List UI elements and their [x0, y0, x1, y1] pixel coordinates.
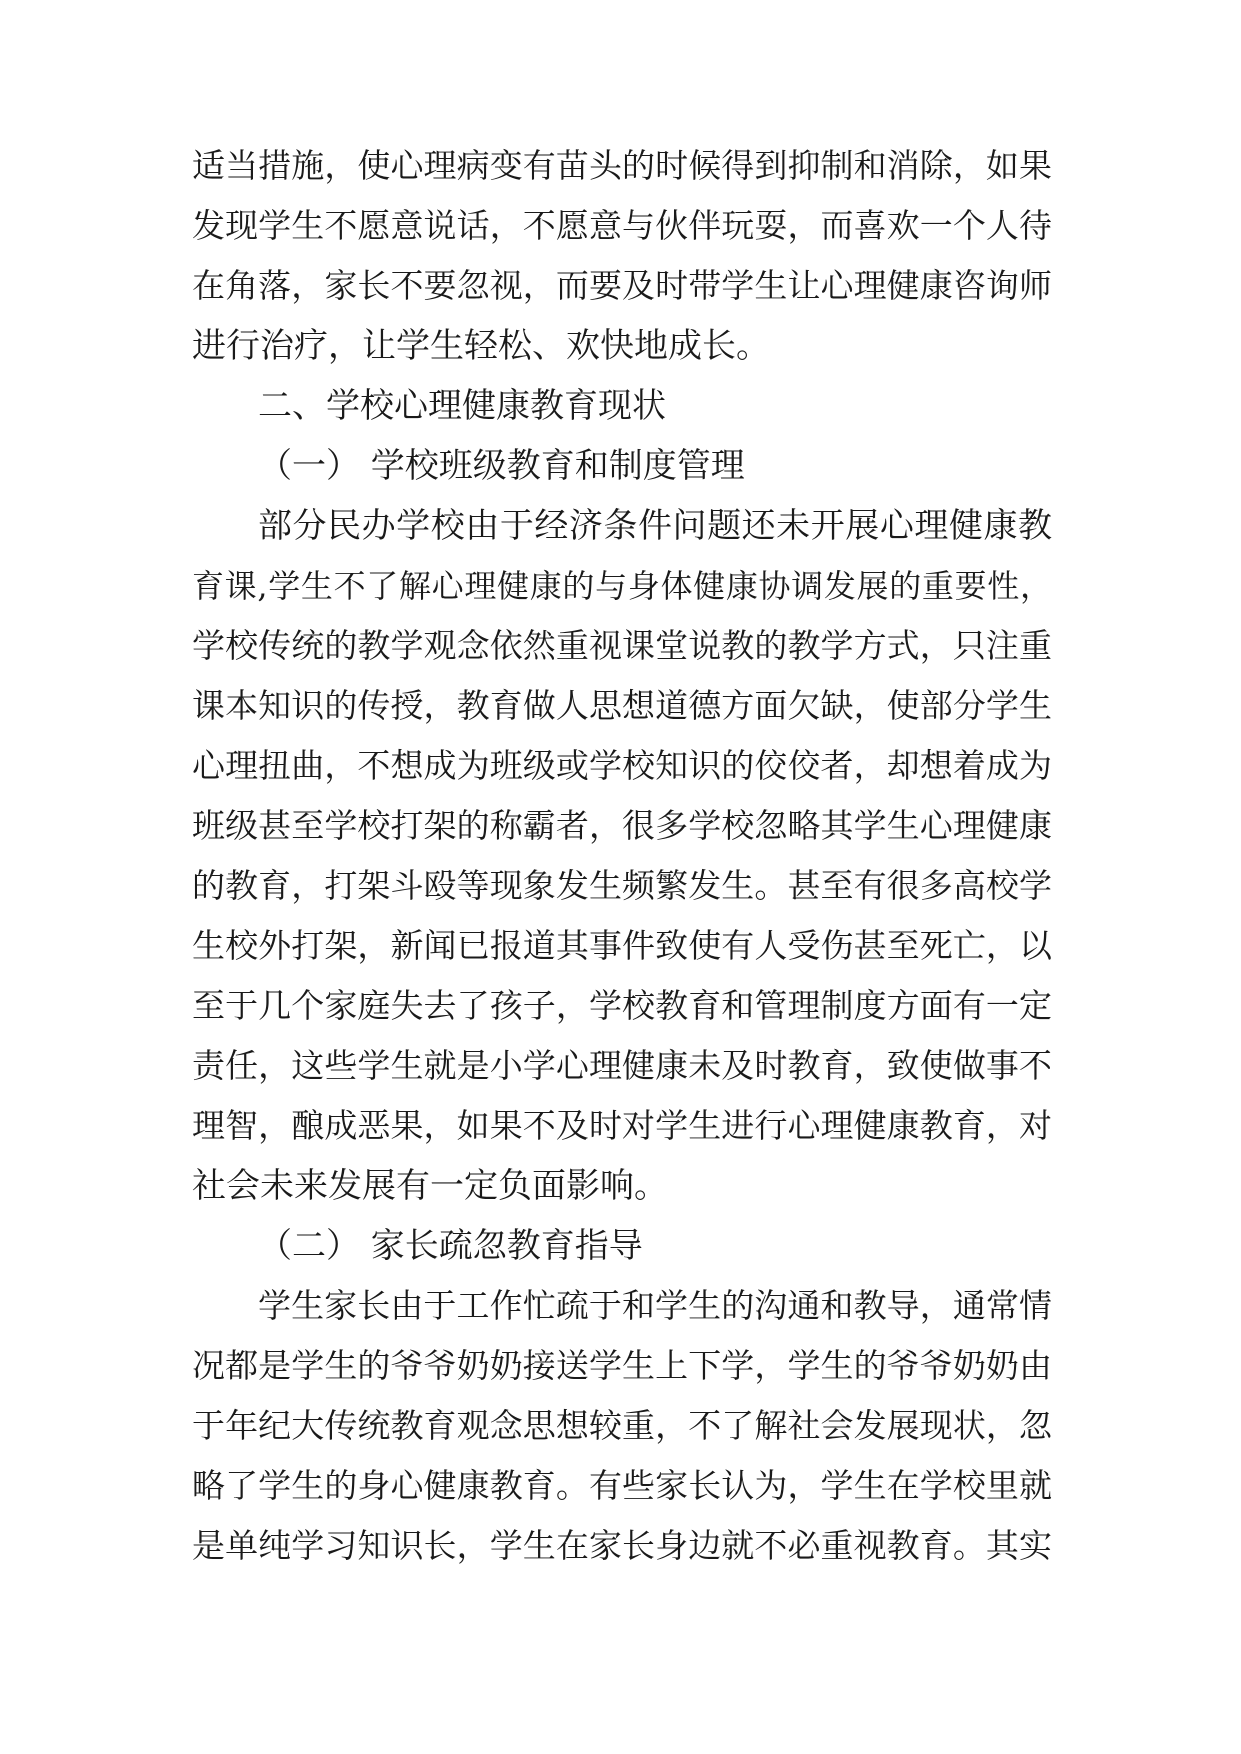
- paragraph-line: 育课,学生不了解心理健康的与身体健康协调发展的重要性，: [192, 567, 1052, 605]
- paragraph-line: 生校外打架，新闻已报道其事件致使有人受伤甚至死亡，以: [192, 926, 1052, 965]
- paragraph-line: 适当措施，使心理病变有苗头的时候得到抑制和消除，如果: [192, 146, 1052, 185]
- paragraph-line: 况都是学生的爷爷奶奶接送学生上下学，学生的爷爷奶奶由: [192, 1346, 1052, 1385]
- paragraph-line: 社会未来发展有一定负面影响。: [192, 1166, 668, 1206]
- paragraph-line: 心理扭曲，不想成为班级或学校知识的佼佼者，却想着成为: [192, 746, 1052, 785]
- paragraph-line: 在角落，家长不要忽视，而要及时带学生让心理健康咨询师: [192, 266, 1052, 305]
- subsection-heading: （一） 学校班级教育和制度管理: [258, 446, 745, 486]
- paragraph-line: 略了学生的身心健康教育。有些家长认为，学生在学校里就: [192, 1466, 1052, 1505]
- subsection-heading: （二） 家长疏忽教育指导: [258, 1226, 643, 1266]
- paragraph-line: 班级甚至学校打架的称霸者，很多学校忽略其学生心理健康: [192, 806, 1052, 845]
- paragraph-line: 于年纪大传统教育观念思想较重，不了解社会发展现状，忽: [192, 1406, 1052, 1445]
- paragraph-line: 是单纯学习知识长，学生在家长身边就不必重视教育。其实: [192, 1526, 1052, 1565]
- section-heading: 二、学校心理健康教育现状: [258, 386, 666, 426]
- paragraph-line: 发现学生不愿意说话，不愿意与伙伴玩耍，而喜欢一个人待: [192, 206, 1052, 245]
- paragraph-line: 学生家长由于工作忙疏于和学生的沟通和教导，通常情: [258, 1286, 1052, 1325]
- paragraph-line: 学校传统的教学观念依然重视课堂说教的教学方式，只注重: [192, 626, 1052, 665]
- paragraph-line: 部分民办学校由于经济条件问题还未开展心理健康教: [258, 506, 1052, 546]
- paragraph-line: 课本知识的传授，教育做人思想道德方面欠缺，使部分学生: [192, 686, 1052, 725]
- paragraph-line: 进行治疗，让学生轻松、欢快地成长。: [192, 326, 770, 366]
- paragraph-line: 至于几个家庭失去了孩子，学校教育和管理制度方面有一定: [192, 986, 1052, 1025]
- paragraph-line: 理智，酿成恶果，如果不及时对学生进行心理健康教育，对: [192, 1106, 1052, 1145]
- paragraph-line: 责任，这些学生就是小学心理健康未及时教育，致使做事不: [192, 1046, 1052, 1085]
- paragraph-line: 的教育，打架斗殴等现象发生频繁发生。甚至有很多高校学: [192, 866, 1052, 905]
